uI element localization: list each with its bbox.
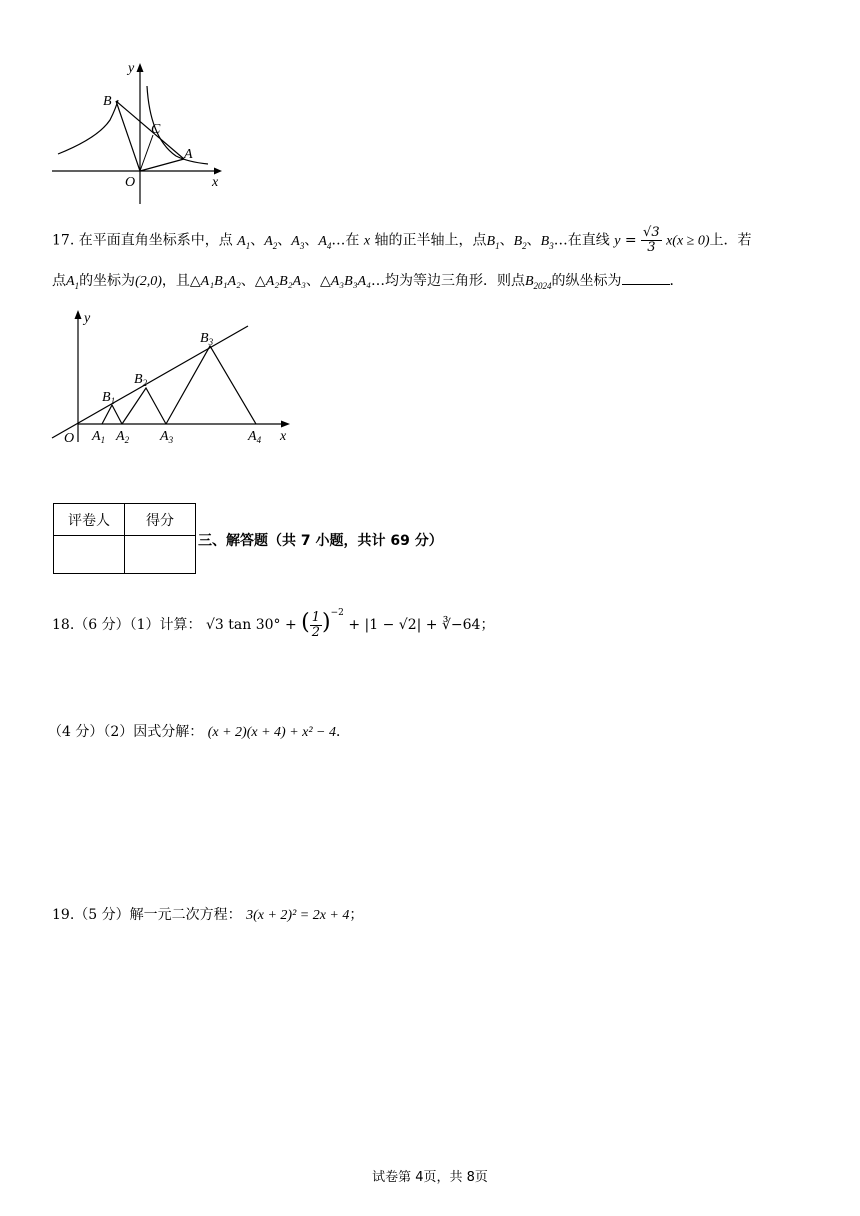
fig17-label-A3: $A_3$ xyxy=(160,429,174,445)
paren-right: ) xyxy=(322,610,331,635)
score-header: 得分 xyxy=(125,504,196,536)
eq-condition: (x ≥ 0) xyxy=(672,233,710,249)
fig16-label-A: A xyxy=(184,147,193,162)
figure-q17 xyxy=(48,306,308,456)
q17-number: 17. xyxy=(52,232,75,249)
fig16-label-O: O xyxy=(125,175,136,190)
q18-part2 xyxy=(48,722,350,743)
fig16-label-x: x xyxy=(212,175,219,190)
sep: 、 xyxy=(250,232,265,249)
q17-triangle-1: △A₁B₁A₂ xyxy=(189,274,241,289)
q17-A3: $A_3$ xyxy=(291,233,305,251)
sep: 、 xyxy=(240,273,255,289)
sep: 、 xyxy=(526,232,541,249)
q18-prefix: 18.（6 分）（1）计算： xyxy=(52,617,202,633)
q17-text: 点 xyxy=(52,273,66,289)
q17-A1: $A_1$ xyxy=(237,233,251,251)
fig17-label-A2: $A_2$ xyxy=(116,429,130,445)
q17-text: 在平面直角坐标系中，点 xyxy=(78,232,233,249)
fig17-label-B1: $B_1$ xyxy=(102,390,116,406)
ellipsis: … xyxy=(331,232,346,249)
figure-q16 xyxy=(48,58,238,208)
q17-A2: $A_2$ xyxy=(264,233,278,251)
q18-part1 xyxy=(52,598,494,640)
q17-text: 上．若 xyxy=(709,232,752,249)
q17-text: 的坐标为 xyxy=(79,273,136,289)
sep: 、 xyxy=(305,273,320,289)
q17-triangle-2: △A₂B₂A₃ xyxy=(254,274,306,289)
q17-text: ，且 xyxy=(161,273,190,289)
q19-expr: 3(x + 2)² = 2x + 4 xyxy=(246,908,350,923)
q17-A4: $A_4$ xyxy=(318,233,332,251)
q17-text: 均为等边三角形．则点 xyxy=(384,273,525,289)
section-title: 三、解答题（共 7 小题，共计 69 分） xyxy=(198,533,443,549)
q19-end: ； xyxy=(349,907,364,923)
fig16-label-B: B xyxy=(103,94,112,109)
fig17-label-B2: $B_2$ xyxy=(134,372,148,388)
paren-left: ( xyxy=(301,610,310,635)
fig16-label-C: C xyxy=(151,122,161,137)
q18-expr3: (x + 2)(x + 4) + x² − 4 xyxy=(207,725,336,740)
q17-A1-ref: $A_1$ xyxy=(66,274,80,291)
q17-coord: (2,0) xyxy=(135,274,162,289)
q18-prefix2: （4 分）（2）因式分解： xyxy=(48,724,204,740)
grader-cell[interactable] xyxy=(54,536,125,574)
eq-x: x xyxy=(666,233,673,249)
fig17-label-B3: $B_3$ xyxy=(200,331,214,347)
sep: 、 xyxy=(304,232,319,249)
q17-triangle-3: △A₃B₃A₄ xyxy=(319,274,371,289)
grader-header: 评卷人 xyxy=(54,504,125,536)
q18-expr1: √3 tan 30° + xyxy=(205,617,297,633)
q17-B2024: $B_{2024}$ xyxy=(524,274,552,291)
q18-end2: ． xyxy=(336,724,350,740)
eq-equals: = xyxy=(624,232,637,249)
sep: 、 xyxy=(277,232,292,249)
q17-B3: $B_3$ xyxy=(540,233,554,251)
q18-exponent: −2 xyxy=(330,608,344,618)
page-footer: 试卷第 4页，共 8页 xyxy=(372,1170,488,1185)
q17-text: ． xyxy=(669,273,684,289)
sep: 、 xyxy=(499,232,514,249)
ellipsis: … xyxy=(553,232,568,249)
q17-text: 在直线 xyxy=(567,232,610,249)
fig16-label-y: y xyxy=(128,61,135,76)
q18-end: ； xyxy=(480,617,495,633)
fig17-label-O: O xyxy=(64,431,75,446)
q17-line1 xyxy=(52,226,752,255)
q17-xvar: x xyxy=(363,233,371,249)
fig17-label-x: x xyxy=(280,429,287,444)
q17-text: 的纵坐标为 xyxy=(551,273,622,289)
eq-fraction: $\frac{√3}{3}$ xyxy=(643,225,660,255)
ellipsis: … xyxy=(370,273,385,289)
q17-B1: $B_1$ xyxy=(486,233,500,251)
fig17-label-A4: $A_4$ xyxy=(248,429,262,445)
q18-expr2: + |1 − √2| + ∛−64 xyxy=(348,617,481,633)
q17-text: 在 xyxy=(345,232,360,249)
answer-blank[interactable] xyxy=(622,270,670,285)
q19 xyxy=(52,905,363,926)
fig17-label-A1: $A_1$ xyxy=(92,429,106,445)
q17-text: 轴的正半轴上，点 xyxy=(374,232,487,249)
score-cell[interactable] xyxy=(125,536,196,574)
q19-prefix: 19.（5 分）解一元二次方程： xyxy=(52,907,242,923)
q17-B2: $B_2$ xyxy=(513,233,527,251)
score-table xyxy=(53,503,196,574)
q18-fraction: $\frac{1}{2}$ xyxy=(311,609,321,640)
fig17-label-y: y xyxy=(84,311,91,326)
q17-line2 xyxy=(52,270,684,296)
eq-y: y xyxy=(614,233,621,249)
